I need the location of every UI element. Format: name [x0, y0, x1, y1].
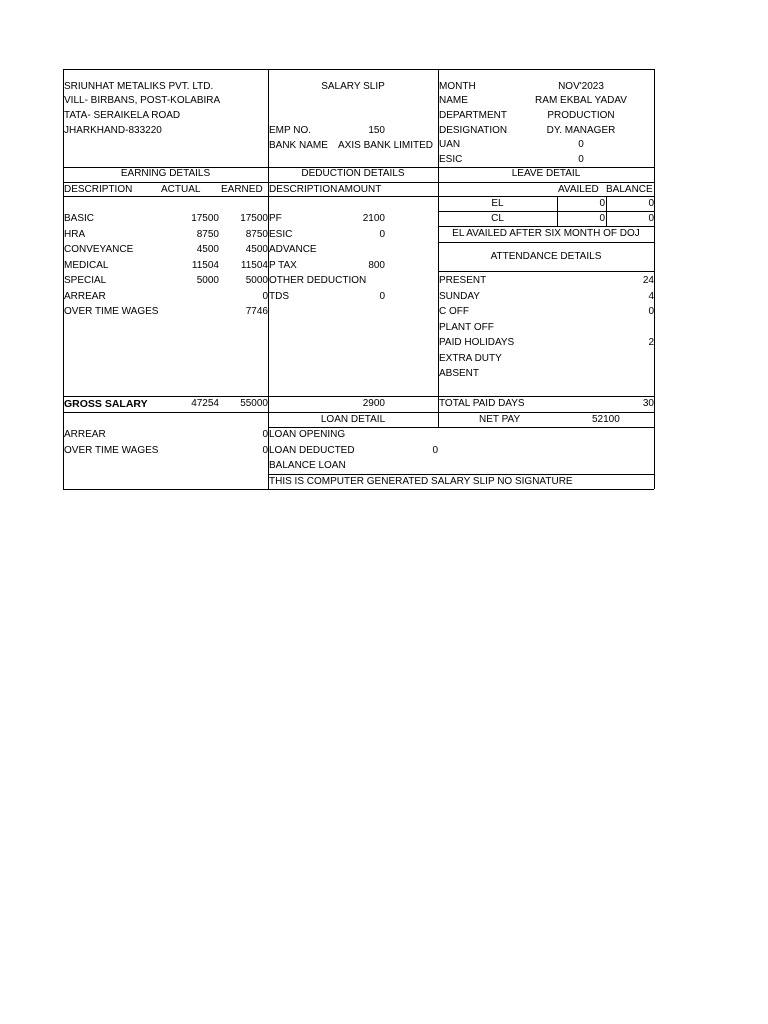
col-description-deduction: DESCRIPTION	[269, 184, 338, 195]
earning-actual: 5000	[196, 275, 219, 286]
earning-details-heading: EARNING DETAILS	[120, 168, 211, 179]
attendance-label: SUNDAY	[439, 291, 480, 302]
rule-totals-bottom	[63, 412, 654, 413]
earning-label: ARREAR	[64, 291, 106, 302]
rule-leave-cl	[438, 226, 654, 227]
total-paid-days-label: TOTAL PAID DAYS	[439, 398, 525, 409]
loan-opening-label: LOAN OPENING	[269, 429, 346, 440]
attendance-value: 24	[642, 275, 654, 286]
department-value: PRODUCTION	[547, 110, 615, 121]
earning-earned: 4500	[245, 244, 268, 255]
border-top	[63, 69, 654, 70]
arrear-value: 0	[262, 429, 268, 440]
earning-label: CONVEYANCE	[64, 244, 134, 255]
attendance-label: EXTRA DUTY	[439, 353, 502, 364]
deduction-label: TDS	[269, 291, 289, 302]
attendance-details-heading: ATTENDANCE DETAILS	[490, 251, 602, 262]
company-address-3: JHARKHAND-833220	[64, 125, 162, 136]
balance-loan-label: BALANCE LOAN	[269, 460, 346, 471]
rule-leave-note	[438, 242, 654, 243]
company-address-1: VILL- BIRBANS, POST-KOLABIRA	[64, 95, 221, 106]
deduction-label: ESIC	[269, 229, 293, 240]
gross-salary-actual: 47254	[191, 398, 219, 409]
bank-label: BANK NAME	[269, 140, 328, 151]
deduction-amount: 2100	[362, 213, 385, 224]
rule-footer-top	[268, 474, 654, 475]
earning-label: OVER TIME WAGES	[64, 306, 159, 317]
rule-loan-head	[268, 427, 654, 428]
col-amount: AMOUNT	[338, 184, 382, 195]
border-right	[654, 69, 655, 489]
attendance-value: 4	[648, 291, 654, 302]
border-bottom	[63, 489, 654, 490]
deduction-label: OTHER DEDUCTION	[269, 275, 367, 286]
earning-actual: 4500	[196, 244, 219, 255]
gross-salary-earned: 55000	[240, 398, 268, 409]
rule-leave-el	[438, 211, 654, 212]
month-value: NOV'2023	[558, 81, 604, 92]
leave-detail-heading: LEAVE DETAIL	[511, 168, 581, 179]
earning-earned: 11504	[240, 260, 268, 271]
col-earned: EARNED	[221, 184, 263, 195]
col-actual: ACTUAL	[161, 184, 201, 195]
earning-label: MEDICAL	[64, 260, 109, 271]
earning-label: HRA	[64, 229, 86, 240]
leave-availed: 0	[599, 213, 605, 224]
earning-earned: 5000	[245, 275, 268, 286]
overtime-wages-label: OVER TIME WAGES	[64, 445, 159, 456]
deduction-amount: 0	[379, 291, 385, 302]
department-label: DEPARTMENT	[439, 110, 507, 121]
leave-availed: 0	[599, 198, 605, 209]
rule-section-bottom	[63, 182, 654, 183]
col-availed: AVAILED	[558, 184, 599, 195]
loan-detail-heading: LOAN DETAIL	[320, 414, 386, 425]
earning-label: SPECIAL	[64, 275, 107, 286]
col-balance: BALANCE	[606, 184, 653, 195]
leave-balance: 0	[648, 198, 654, 209]
earning-earned: 0	[262, 291, 268, 302]
earning-actual: 11504	[191, 260, 219, 271]
esic-label: ESIC	[439, 154, 463, 165]
rule-columns-bottom	[63, 196, 654, 197]
attendance-value: 2	[648, 337, 654, 348]
name-label: NAME	[439, 95, 468, 106]
overtime-wages-value: 0	[262, 445, 268, 456]
designation-label: DESIGNATION	[439, 125, 508, 136]
company-name: SRIUNHAT METALIKS PVT. LTD.	[64, 81, 214, 92]
bank-value: AXIS BANK LIMITED	[338, 140, 434, 151]
attendance-label: PLANT OFF	[439, 322, 494, 333]
leave-balance: 0	[648, 213, 654, 224]
net-pay-label: NET PAY	[479, 414, 521, 425]
uan-value: 0	[578, 139, 584, 150]
net-pay-value: 52100	[592, 414, 620, 425]
deduction-label: P TAX	[269, 260, 297, 271]
uan-label: UAN	[439, 139, 461, 150]
deduction-details-heading: DEDUCTION DETAILS	[301, 168, 405, 179]
earning-actual: 17500	[191, 213, 219, 224]
total-paid-days-value: 30	[642, 398, 654, 409]
earning-earned: 7746	[245, 306, 268, 317]
arrear-label: ARREAR	[64, 429, 106, 440]
rule-attendance-head	[438, 271, 654, 272]
earning-actual: 8750	[196, 229, 219, 240]
earning-earned: 8750	[245, 229, 268, 240]
emp-no-label: EMP NO.	[269, 125, 312, 136]
col-description: DESCRIPTION	[64, 184, 133, 195]
loan-deducted-value: 0	[432, 445, 438, 456]
gross-salary-label: GROSS SALARY	[64, 398, 148, 410]
deduction-label: PF	[269, 213, 282, 224]
company-address-2: TATA- SERAIKELA ROAD	[64, 110, 181, 121]
designation-value: DY. MANAGER	[546, 125, 616, 136]
footer-note: THIS IS COMPUTER GENERATED SALARY SLIP NO SIGNATURE	[269, 476, 573, 487]
attendance-value: 0	[648, 306, 654, 317]
slip-title: SALARY SLIP	[321, 81, 385, 92]
earning-earned: 17500	[240, 213, 268, 224]
rule-totals-top	[63, 396, 654, 397]
emp-no-value: 150	[368, 125, 385, 136]
earning-label: BASIC	[64, 213, 95, 224]
attendance-label: ABSENT	[439, 368, 480, 379]
total-deduction: 2900	[362, 398, 385, 409]
attendance-label: PRESENT	[439, 275, 487, 286]
month-label: MONTH	[439, 81, 476, 92]
loan-deducted-label: LOAN DEDUCTED	[269, 445, 355, 456]
leave-type: CL	[491, 213, 504, 224]
deduction-amount: 0	[379, 229, 385, 240]
attendance-label: PAID HOLIDAYS	[439, 337, 515, 348]
deduction-label: ADVANCE	[269, 244, 317, 255]
deduction-amount: 800	[368, 260, 385, 271]
name-value: RAM EKBAL YADAV	[535, 95, 627, 106]
esic-value: 0	[578, 154, 584, 165]
attendance-label: C OFF	[439, 306, 469, 317]
leave-type: EL	[491, 198, 504, 209]
leave-note: EL AVAILED AFTER SIX MONTH OF DOJ	[452, 228, 640, 239]
